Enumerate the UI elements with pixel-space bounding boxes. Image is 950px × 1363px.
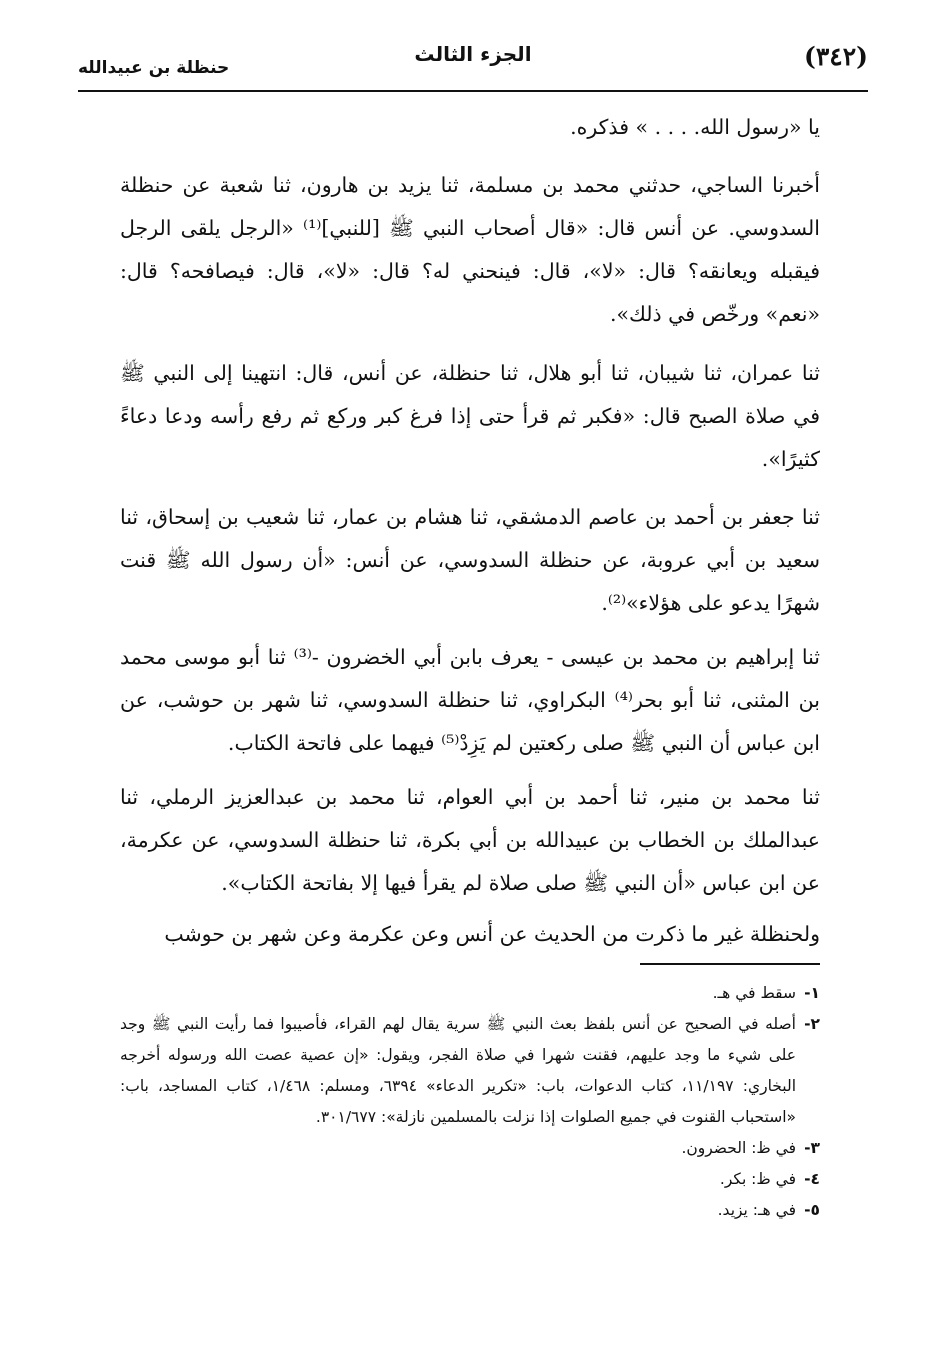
footnote <box>120 1164 820 1195</box>
paragraph: ثنا جعفر بن أحمد بن عاصم الدمشقي، ثنا هشام بن عمار، ثنا شعيب بن إسحاق، ثنا سعيد بن أبي عروبة، عن حنظلة السدوسي، عن أنس: «أن رسول الله ﷺ قنت شهرًا يدعو على هؤلاء»⁽²⁾. <box>120 505 820 615</box>
footnote-number: ٤- <box>804 1170 820 1188</box>
footnote-number: ٢- <box>804 1015 820 1033</box>
paragraph: يا «رسول الله. . . . » فذكره. <box>570 115 820 139</box>
footnote-divider <box>640 963 820 965</box>
footnote <box>120 1133 820 1164</box>
footnote-number: ١- <box>804 984 820 1002</box>
footnote <box>120 978 820 1009</box>
footnote-text: في هـ: يزيد. <box>717 1201 796 1219</box>
volume-title: الجزء الثالث <box>414 42 532 66</box>
paragraph: ثنا محمد بن منير، ثنا أحمد بن أبي العوام، ثنا محمد بن عبدالعزيز الرملي، ثنا عبدالملك بن الخطاب بن عبيدالله بن أبي بكرة، ثنا حنظلة السدوسي، عن عكرمة، عن ابن عباس «أن النبي ﷺ صلى صلاة لم يقرأ فيها إلا بفاتحة الكتاب». <box>120 785 820 895</box>
footnote-number: ٣- <box>804 1139 820 1157</box>
footnote-text: أصله في الصحيح عن أنس بلفظ بعث النبي ﷺ سرية يقال لهم القراء، فأصيبوا فما رأيت النبي ﷺ وجد على شيء ما وجد عليهم، فقنت شهرا في صلاة الفجر، ويقول: «إن عصية عصت الله ورسوله أخرجه البخاري: ١١/١٩٧، كتاب الدعوات، باب: «تكرير الدعاء» ٦٣٩٤، ومسلم: ١/٤٦٨، كتاب المساجد، باب: «استحباب القنوت في جميع الصلوات إذا نزلت بالمسلمين نازلة»: ٣٠١/٦٧٧. <box>120 1015 796 1126</box>
paragraph: ثنا إبراهيم بن محمد بن عيسى - يعرف بابن أبي الخضرون -⁽³⁾ ثنا أبو موسى محمد بن المثنى، ثنا أبو بحر⁽⁴⁾ البكراوي، ثنا حنظلة السدوسي، ثنا شهر بن حوشب، عن ابن عباس أن النبي ﷺ صلى ركعتين لم يَزِدْ⁽⁵⁾ فيهما على فاتحة الكتاب. <box>120 645 821 755</box>
footnote-text: في ظ: الحضرون. <box>681 1139 796 1157</box>
footnote-text: في ظ: بكر. <box>719 1170 796 1188</box>
paragraph: ولحنظلة غير ما ذكرت من الحديث عن أنس وعن عكرمة وعن شهر بن حوشب <box>164 922 820 946</box>
page-header <box>78 40 868 88</box>
footnote <box>120 1195 820 1226</box>
footnote <box>120 1009 820 1133</box>
paragraph: ثنا عمران، ثنا شيبان، ثنا أبو هلال، ثنا حنظلة، عن أنس، قال: انتهينا إلى النبي ﷺ في صلاة الصبح قال: «فكبر ثم قرأ حتى إذا فرغ كبر وركع ثم رفع رأسه ودعا دعاءً كثيرًا». <box>120 361 820 471</box>
section-title: حنظلة بن عبيدالله <box>78 58 230 78</box>
header-divider <box>78 90 868 92</box>
footnote-text: سقط في هـ. <box>712 984 796 1002</box>
footnote-number: ٥- <box>804 1201 820 1219</box>
page-number: (٣٤٢) <box>804 42 868 71</box>
footnotes <box>120 978 820 1226</box>
paragraph: أخبرنا الساجي، حدثني محمد بن مسلمة، ثنا يزيد بن هارون، ثنا شعبة عن حنظلة السدوسي. عن أنس قال: «قال أصحاب النبي ﷺ [للنبي]⁽¹⁾ «الرجل يلقى الرجل فيقبله ويعانقه؟ قال: «لا»، قال: فينحني له؟ قال: «لا»، قال: فيصافحه؟ قال: «نعم» ورخّص في ذلك». <box>120 173 820 326</box>
